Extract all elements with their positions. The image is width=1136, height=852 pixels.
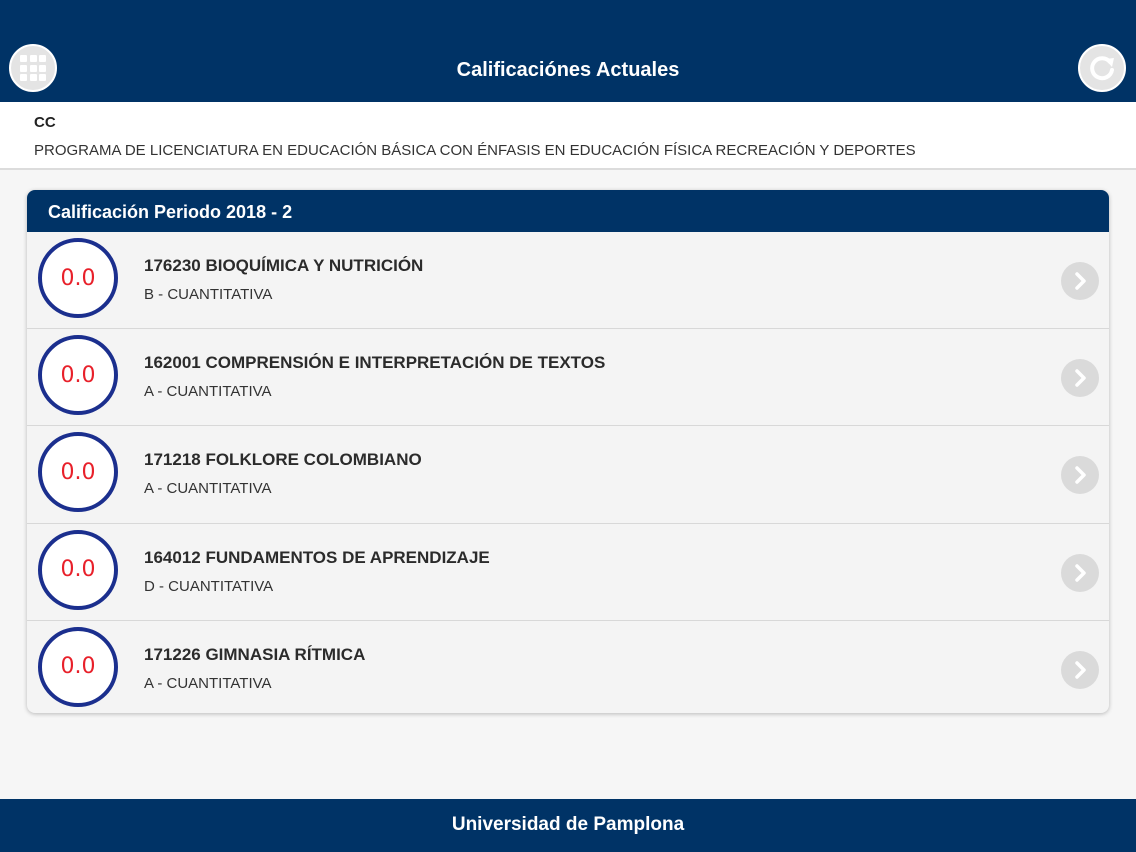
app-header bbox=[0, 0, 1136, 102]
refresh-icon bbox=[1087, 53, 1117, 83]
course-type: D - CUANTITATIVA bbox=[144, 577, 274, 595]
course-row[interactable] bbox=[27, 524, 1109, 621]
grade-value: 0.0 bbox=[60, 654, 96, 680]
course-type: A - CUANTITATIVA bbox=[144, 383, 272, 401]
grade-circle bbox=[38, 530, 118, 610]
page-title: Calificaciónes Actuales bbox=[456, 59, 680, 81]
course-row[interactable] bbox=[27, 232, 1109, 329]
grade-value: 0.0 bbox=[60, 265, 96, 291]
grade-circle bbox=[38, 335, 118, 415]
course-name: 162001 COMPRENSIÓN E INTERPRETACIÓN DE TEXTOS bbox=[144, 353, 606, 373]
chevron-right-icon[interactable] bbox=[1061, 456, 1099, 494]
grade-circle bbox=[38, 432, 118, 512]
course-type: B - CUANTITATIVA bbox=[144, 286, 273, 303]
chevron-right-icon[interactable] bbox=[1061, 262, 1099, 300]
chevron-right-icon[interactable] bbox=[1061, 554, 1099, 592]
course-name: 176230 BIOQUÍMICA Y NUTRICIÓN bbox=[144, 256, 424, 275]
course-name: 171226 GIMNASIA RÍTMICA bbox=[144, 644, 366, 664]
period-title: Calificación Periodo 2018 - 2 bbox=[27, 190, 1109, 232]
student-info bbox=[0, 102, 1136, 170]
course-name: 164012 FUNDAMENTOS DE APRENDIZAJE bbox=[144, 547, 490, 567]
student-code: CC bbox=[34, 114, 56, 131]
grade-value: 0.0 bbox=[60, 557, 96, 583]
grade-value: 0.0 bbox=[60, 459, 96, 485]
chevron-right-icon[interactable] bbox=[1061, 359, 1099, 397]
course-name: 171218 FOLKLORE COLOMBIANO bbox=[144, 450, 422, 470]
grades-card bbox=[27, 190, 1109, 713]
refresh-button[interactable] bbox=[1078, 44, 1126, 92]
program-name: PROGRAMA DE LICENCIATURA EN EDUCACIÓN BÁSICA CON ÉNFASIS EN EDUCACIÓN FÍSICA RECREACIÓN Y DEPORTES bbox=[34, 142, 916, 159]
grade-circle bbox=[38, 627, 118, 707]
course-row[interactable] bbox=[27, 329, 1109, 426]
chevron-right-icon[interactable] bbox=[1061, 651, 1099, 689]
course-row[interactable] bbox=[27, 426, 1109, 523]
course-type: A - CUANTITATIVA bbox=[144, 674, 272, 692]
course-row[interactable] bbox=[27, 621, 1109, 713]
course-type: A - CUANTITATIVA bbox=[144, 480, 272, 498]
grade-value: 0.0 bbox=[60, 362, 96, 388]
grade-circle bbox=[38, 238, 118, 318]
footer: Universidad de Pamplona bbox=[0, 799, 1136, 852]
